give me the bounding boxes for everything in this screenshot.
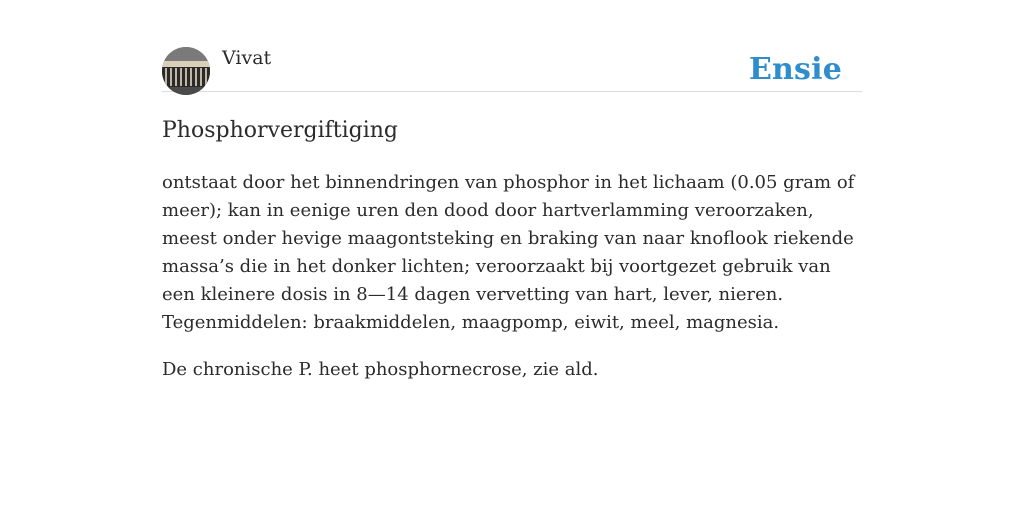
entry-paragraph: De chronische P. heet phosphornecrose, zie ald. [162,359,599,380]
bookshelf-avatar-icon [162,47,210,95]
author-name[interactable]: Vivat [222,47,272,69]
entry-header [162,46,862,92]
brand-logo[interactable]: Ensie [748,52,842,87]
entry-card [162,46,862,403]
entry-body [162,169,862,384]
entry-title: Phosphorvergiftiging [162,118,398,143]
author-avatar[interactable] [162,47,210,95]
entry-paragraph: ontstaat door het binnendringen van phosphor in het lichaam (0.05 gram of meer); kan in eenige uren den dood door hartverlamming veroorzaken, meest onder hevige maagontsteking en braking van naar knoflook riekende massa’s die in het donker lichten; veroorzaakt bij voortgezet gebruik van een kleinere dosis in 8—14 dagen vervetting van hart, lever, nieren. Tegenmiddelen: braakmiddelen, maagpomp, eiwit, meel, magnesia. [162,172,855,333]
